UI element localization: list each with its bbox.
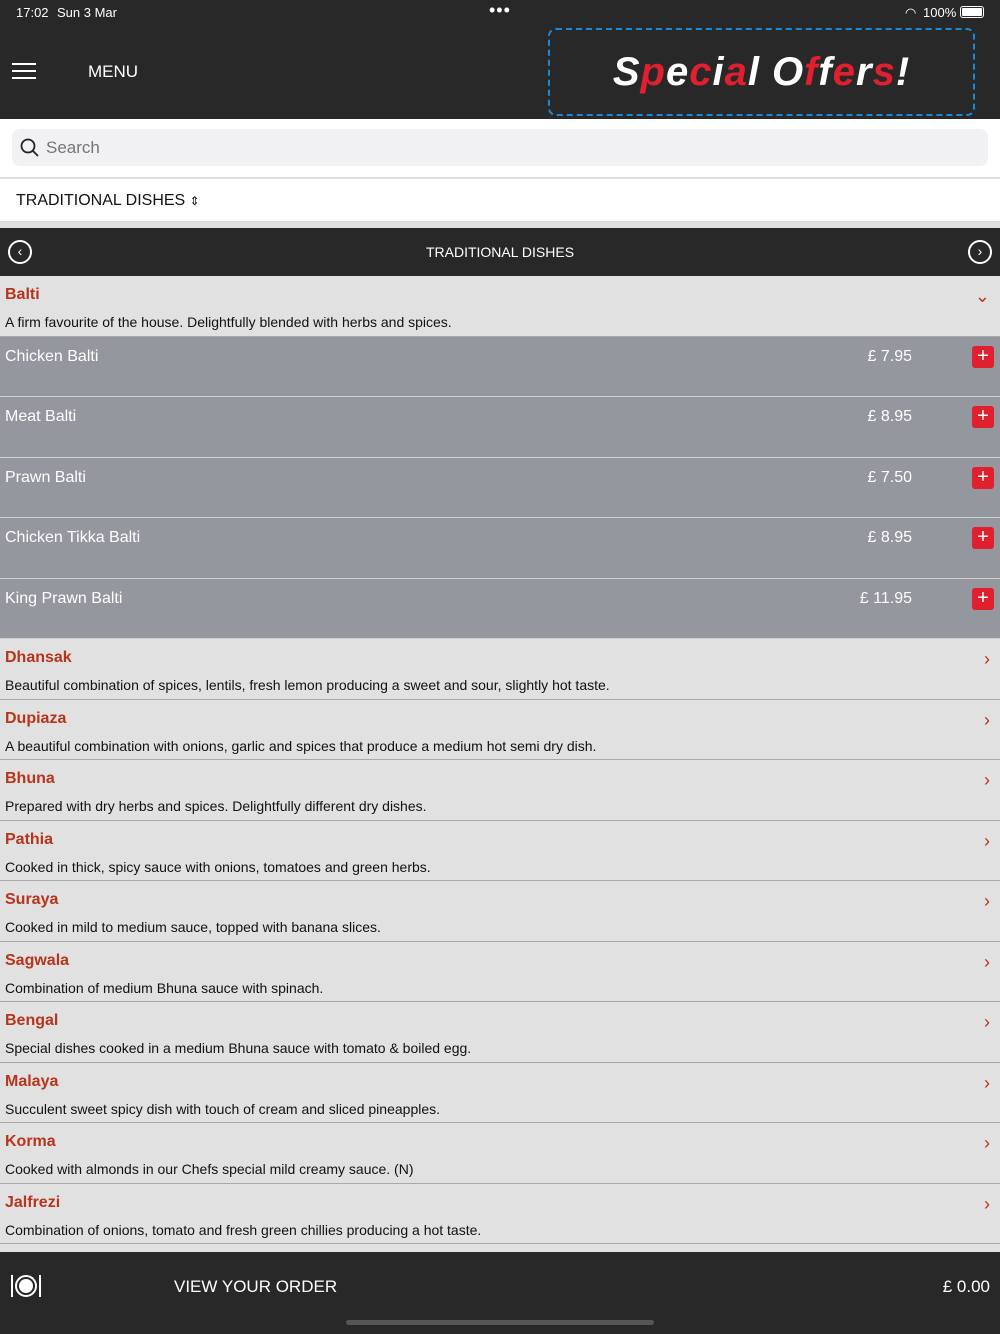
category-row[interactable] <box>0 881 1000 942</box>
category-row[interactable] <box>0 639 1000 700</box>
dish-name: Meat Balti <box>5 408 77 425</box>
add-dish-plus-icon[interactable]: + <box>972 527 994 549</box>
sort-chevrons-icon: ⇕ <box>189 194 200 208</box>
category-name: Sagwala <box>5 951 70 969</box>
category-bar-title: TRADITIONAL DISHES <box>425 244 575 260</box>
plate-cutlery-icon <box>10 1274 42 1298</box>
dish-row[interactable] <box>0 458 1000 519</box>
category-row[interactable] <box>0 1123 1000 1184</box>
category-name: Jalfrezi <box>5 1193 61 1211</box>
chevron-right-icon: › <box>984 1193 990 1214</box>
category-description: Prepared with dry herbs and spices. Delightfully different dry dishes. <box>5 798 427 814</box>
dish-row[interactable] <box>0 579 1000 640</box>
category-description: Beautiful combination of spices, lentils, fresh lemon producing a sweet and sour, slightly hot taste. <box>5 677 610 693</box>
status-date: Sun 3 Mar <box>57 5 117 20</box>
add-dish-plus-icon[interactable]: + <box>972 346 994 368</box>
special-offers-button[interactable]: S p e c i a l O f f e r s ! <box>548 28 975 116</box>
add-dish-plus-icon[interactable]: + <box>972 406 994 428</box>
search-input[interactable] <box>46 138 946 158</box>
category-picker[interactable] <box>0 179 1000 222</box>
menu-label[interactable]: MENU <box>88 62 139 81</box>
dish-name: Prawn Balti <box>5 468 86 486</box>
category-description: Special dishes cooked in a medium Bhuna sauce with tomato & boiled egg. <box>5 1040 472 1056</box>
category-name: Korma <box>5 1133 56 1150</box>
category-picker-label: TRADITIONAL DISHES <box>16 192 186 209</box>
battery-level: 100% <box>923 5 957 20</box>
dish-row[interactable] <box>0 518 1000 579</box>
dish-row[interactable] <box>0 397 1000 458</box>
multitask-dots-icon[interactable]: ••• <box>489 0 511 20</box>
chevron-right-icon: › <box>984 951 990 972</box>
order-total: £ 0.00 <box>942 1277 990 1296</box>
dish-name: King Prawn Balti <box>5 589 123 607</box>
chevron-down-icon: ⌄ <box>974 286 990 306</box>
add-dish-plus-icon[interactable]: + <box>972 467 994 489</box>
chevron-right-icon: › <box>984 709 990 730</box>
category-row[interactable] <box>0 700 1000 761</box>
category-row[interactable] <box>0 1184 1000 1245</box>
dish-name: Chicken Tikka Balti <box>5 529 141 546</box>
chevron-right-icon: › <box>984 1133 990 1153</box>
view-order-button[interactable]: VIEW YOUR ORDER <box>174 1277 338 1296</box>
category-name: Balti <box>5 286 40 303</box>
chevron-right-icon: › <box>984 649 990 669</box>
dish-price: £ 7.50 <box>867 468 912 486</box>
dish-price: £ 7.95 <box>867 347 912 365</box>
category-description: Cooked with almonds in our Chefs special mild creamy sauce. (N) <box>5 1161 414 1177</box>
chevron-right-icon: › <box>984 830 990 851</box>
previous-category-icon[interactable]: ‹ <box>8 240 32 264</box>
category-row[interactable] <box>0 760 1000 821</box>
category-description: Succulent sweet spicy dish with touch of cream and sliced pineapples. <box>5 1100 441 1117</box>
chevron-right-icon: › <box>984 891 990 911</box>
category-row[interactable] <box>0 1002 1000 1063</box>
category-row[interactable] <box>0 821 1000 882</box>
next-category-icon[interactable]: › <box>968 240 992 264</box>
category-name: Dhansak <box>5 649 72 666</box>
hamburger-menu-icon[interactable] <box>12 63 36 79</box>
category-name: Malaya <box>5 1072 59 1090</box>
category-nav-bar <box>0 228 1000 276</box>
dish-name: Chicken Balti <box>5 347 99 365</box>
category-row[interactable] <box>0 942 1000 1003</box>
dish-price: £ 8.95 <box>867 408 912 425</box>
category-name: Suraya <box>5 891 59 908</box>
battery-icon <box>960 6 984 18</box>
category-name: Bengal <box>5 1012 59 1029</box>
chevron-right-icon: › <box>984 1012 990 1032</box>
home-indicator[interactable] <box>346 1320 654 1325</box>
category-description: Cooked in mild to medium sauce, topped with banana slices. <box>5 919 381 935</box>
wifi-icon: ◠ <box>905 5 917 20</box>
category-description: A beautiful combination with onions, garlic and spices that produce a medium hot semi dry dish. <box>5 737 597 754</box>
category-description: A firm favourite of the house. Delightfully blended with herbs and spices. <box>5 314 452 330</box>
chevron-right-icon: › <box>984 1072 990 1093</box>
category-row-expanded[interactable] <box>0 276 1000 337</box>
search-bar <box>0 119 1000 178</box>
top-bar <box>0 0 1000 119</box>
add-dish-plus-icon[interactable]: + <box>972 588 994 610</box>
category-description: Combination of onions, tomato and fresh green chillies producing a hot taste. <box>5 1221 482 1238</box>
category-name: Bhuna <box>5 770 55 787</box>
category-name: Dupiaza <box>5 709 67 727</box>
chevron-right-icon: › <box>984 770 990 790</box>
status-time: 17:02 <box>16 5 49 20</box>
category-row[interactable] <box>0 1063 1000 1124</box>
dish-price: £ 8.95 <box>867 529 912 546</box>
category-description: Cooked in thick, spicy sauce with onions, tomatoes and green herbs. <box>5 858 431 875</box>
category-name: Pathia <box>5 830 54 848</box>
search-icon <box>20 138 40 158</box>
dish-price: £ 11.95 <box>859 589 912 607</box>
menu-list <box>0 276 1000 1244</box>
category-description: Combination of medium Bhuna sauce with spinach. <box>5 979 324 996</box>
dish-row[interactable] <box>0 337 1000 398</box>
